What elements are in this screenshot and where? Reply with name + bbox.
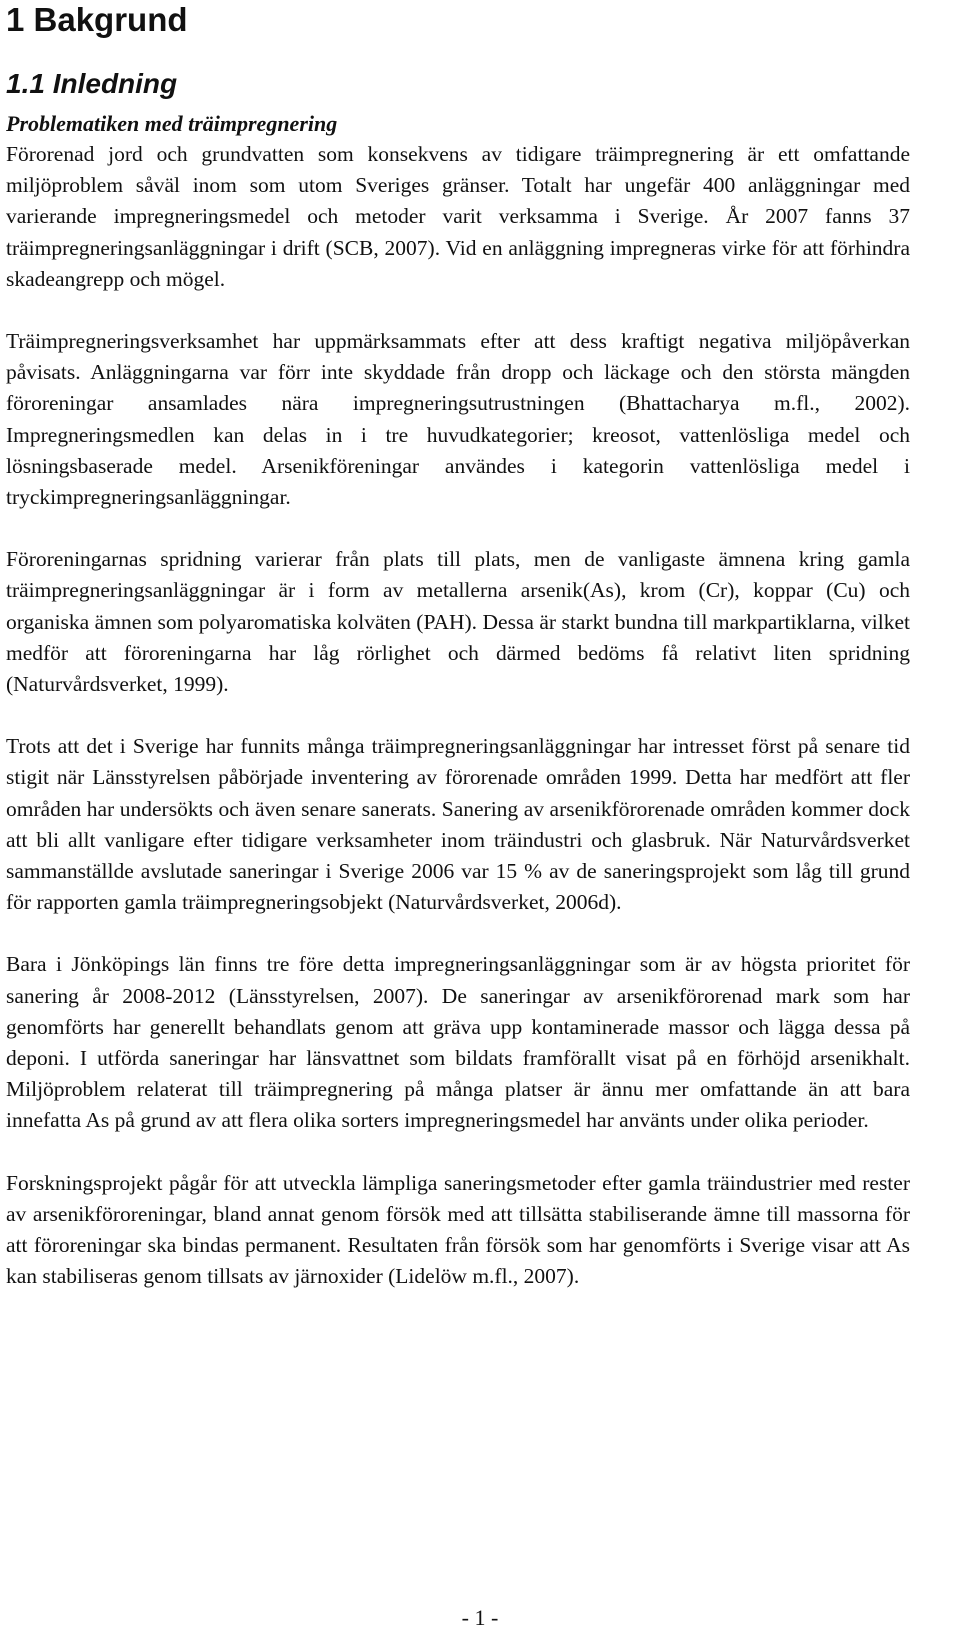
chapter-heading: 1 Bakgrund [6,1,188,38]
section-heading: 1.1 Inledning [6,68,178,99]
paragraph-5: Bara i Jönköpings län finns tre före detta impregneringsanläggningar som är av högsta prioritet för sanering år 2008-2012 (Länsstyrelsen, 2007). De saneringar av arsenikförorenad mark som har genomförts har generellt behandlats genom att gräva upp kontaminerade massor och lägga dessa på deponi. I utförda saneringar har länsvattnet som bildats framförallt visat på en förhöjd arsenikhalt. Miljöproblem relaterat till träimpregnering på många platser är ännu mer omfattande än att bara innefatta As på grund av att flera olika sorters impregneringsmedel har använts under olika perioder. [6,952,910,1133]
document-body [6,108,910,1324]
paragraph-6: Forskningsprojekt pågår för att utveckla lämpliga saneringsmetoder efter gamla träindustrier med rester av arsenikföroreningar, bland annat genom försök med att tillsätta stabiliserande ämne till massorna för att föroreningar ska bindas permanent. Resultaten från försök som har genomförts i Sverige visar att As kan stabiliseras genom tillsats av järnoxider (Lidelöw m.fl., 2007). [6,1170,910,1289]
paragraph-1: Förorenad jord och grundvatten som konsekvens av tidigare träimpregnering är ett omfattande miljöproblem såväl inom som utom Sveriges gränser. Totalt har ungefär 400 anläggningar med varierande impregneringsmedel och metoder varit verksamma i Sverige. År 2007 fanns 37 träimpregneringsanläggningar i drift (SCB, 2007). Vid en anläggning impregneras virke för att förhindra skadeangrepp och mögel. [6,142,910,291]
page-number: - 1 - [461,1605,499,1630]
paragraph-2: Träimpregneringsverksamhet har uppmärksammats efter att dess kraftigt negativa miljöpåverkan påvisats. Anläggningarna var förr inte skyddade från dropp och läckage och den största mängden föroreningar ansamlades nära impregneringsutrustningen (Bhattacharya m.fl., 2002). Impregneringsmedlen kan delas in i tre huvudkategorier; kreosot, vattenlösliga medel och lösningsbaserade medel. Arsenikföreningar användes i kategorin vattenlösliga medel i tryckimpregneringsanläggningar. [6,329,910,510]
paragraph-4: Trots att det i Sverige har funnits många träimpregneringsanläggningar har intresset först på senare tid stigit när Länsstyrelsen påbörjade inventering av förorenade områden 1999. Detta har medfört att fler områden har undersökts och även senare sanerats. Sanering av arsenikförorenade områden kommer dock att bli allt vanligare efter tidigare verksamheter inom träindustri och glasbruk. När Naturvårdsverket sammanställde avslutade saneringar i Sverige 2006 var 15 % av de saneringsprojekt som låg till grund för rapporten gamla träimpregneringsobjekt (Naturvårdsverket, 2006d). [6,734,910,915]
subheading: Problematiken med träimpregnering [6,111,338,136]
paragraph-3: Föroreningarnas spridning varierar från plats till plats, men de vanligaste ämnena kring gamla träimpregneringsanläggningar är i form av metallerna arsenik(As), krom (Cr), koppar (Cu) och organiska ämnen som polyaromatiska kolväten (PAH). Dessa är starkt bundna till markpartiklarna, vilket medför att föroreningarna har låg rörlighet och därmed bedöms få relativt liten spridning (Naturvårdsverket, 1999). [6,547,910,697]
